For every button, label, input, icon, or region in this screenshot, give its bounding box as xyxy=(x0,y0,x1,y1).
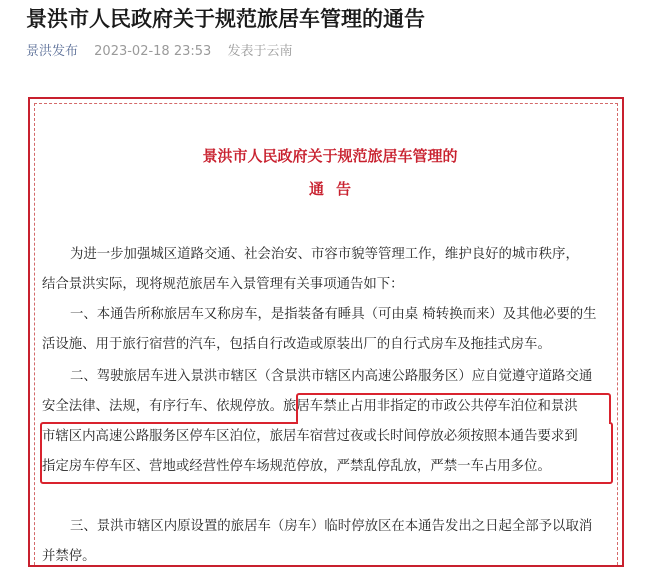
paragraph-line: 市辖区内高速公路服务区停车区泊位，旅居车宿营过夜或长时间停放必须按照本通告要求到 xyxy=(42,429,578,444)
paragraph-line: 并禁停。 xyxy=(42,549,96,564)
highlight-annotation-box xyxy=(296,393,611,424)
article-meta xyxy=(26,42,292,62)
paragraph-line: 活设施、用于旅行宿营的汽车，包括自行改造或原装出厂的自行式房车及拖挂式房车。 xyxy=(42,337,551,352)
highlight-joint xyxy=(298,421,609,425)
highlight-annotation-box xyxy=(40,422,613,484)
notice-paragraph-intro xyxy=(42,240,624,300)
publish-location: 发表于云南 xyxy=(227,44,293,59)
paragraph-line: 指定房车停车区、营地或经营性停车场规范停放，严禁乱停乱放，严禁一车占用多位。 xyxy=(42,459,551,474)
notice-paragraph-3 xyxy=(42,512,624,572)
notice-heading: 景洪市人民政府关于规范旅居车管理的 xyxy=(202,147,458,165)
article-title: 景洪市人民政府关于规范旅居车管理的通告 xyxy=(26,7,425,31)
paragraph-line: 一、本通告所称旅居车又称房车，是指装备有睡具（可由桌 椅转换而来）及其他必要的生 xyxy=(70,307,597,322)
paragraph-line: 结合景洪实际，现将规范旅居车入景管理有关事项通告如下： xyxy=(42,277,404,292)
account-name-link[interactable]: 景洪发布 xyxy=(26,44,79,59)
notice-heading-tonggao: 通告 xyxy=(308,180,363,198)
publish-time: 2023-02-18 23:53 xyxy=(94,44,212,59)
paragraph-line: 为进一步加强城区道路交通、社会治安、市容市貌等管理工作，维护良好的城市秩序， xyxy=(70,247,579,262)
paragraph-line: 安全法律、法规，有序行车、依规停放。旅居车禁止占用非指定的市政公共停车泊位和景洪 xyxy=(42,399,578,414)
paragraph-line: 二、驾驶旅居车进入景洪市辖区（含景洪市辖区内高速公路服务区）应自觉遵守道路交通 xyxy=(70,369,593,384)
paragraph-line: 三、景洪市辖区内原设置的旅居车（房车）临时停放区在本通告发出之日起全部予以取消 xyxy=(70,519,593,534)
notice-paragraph-1 xyxy=(42,300,624,360)
